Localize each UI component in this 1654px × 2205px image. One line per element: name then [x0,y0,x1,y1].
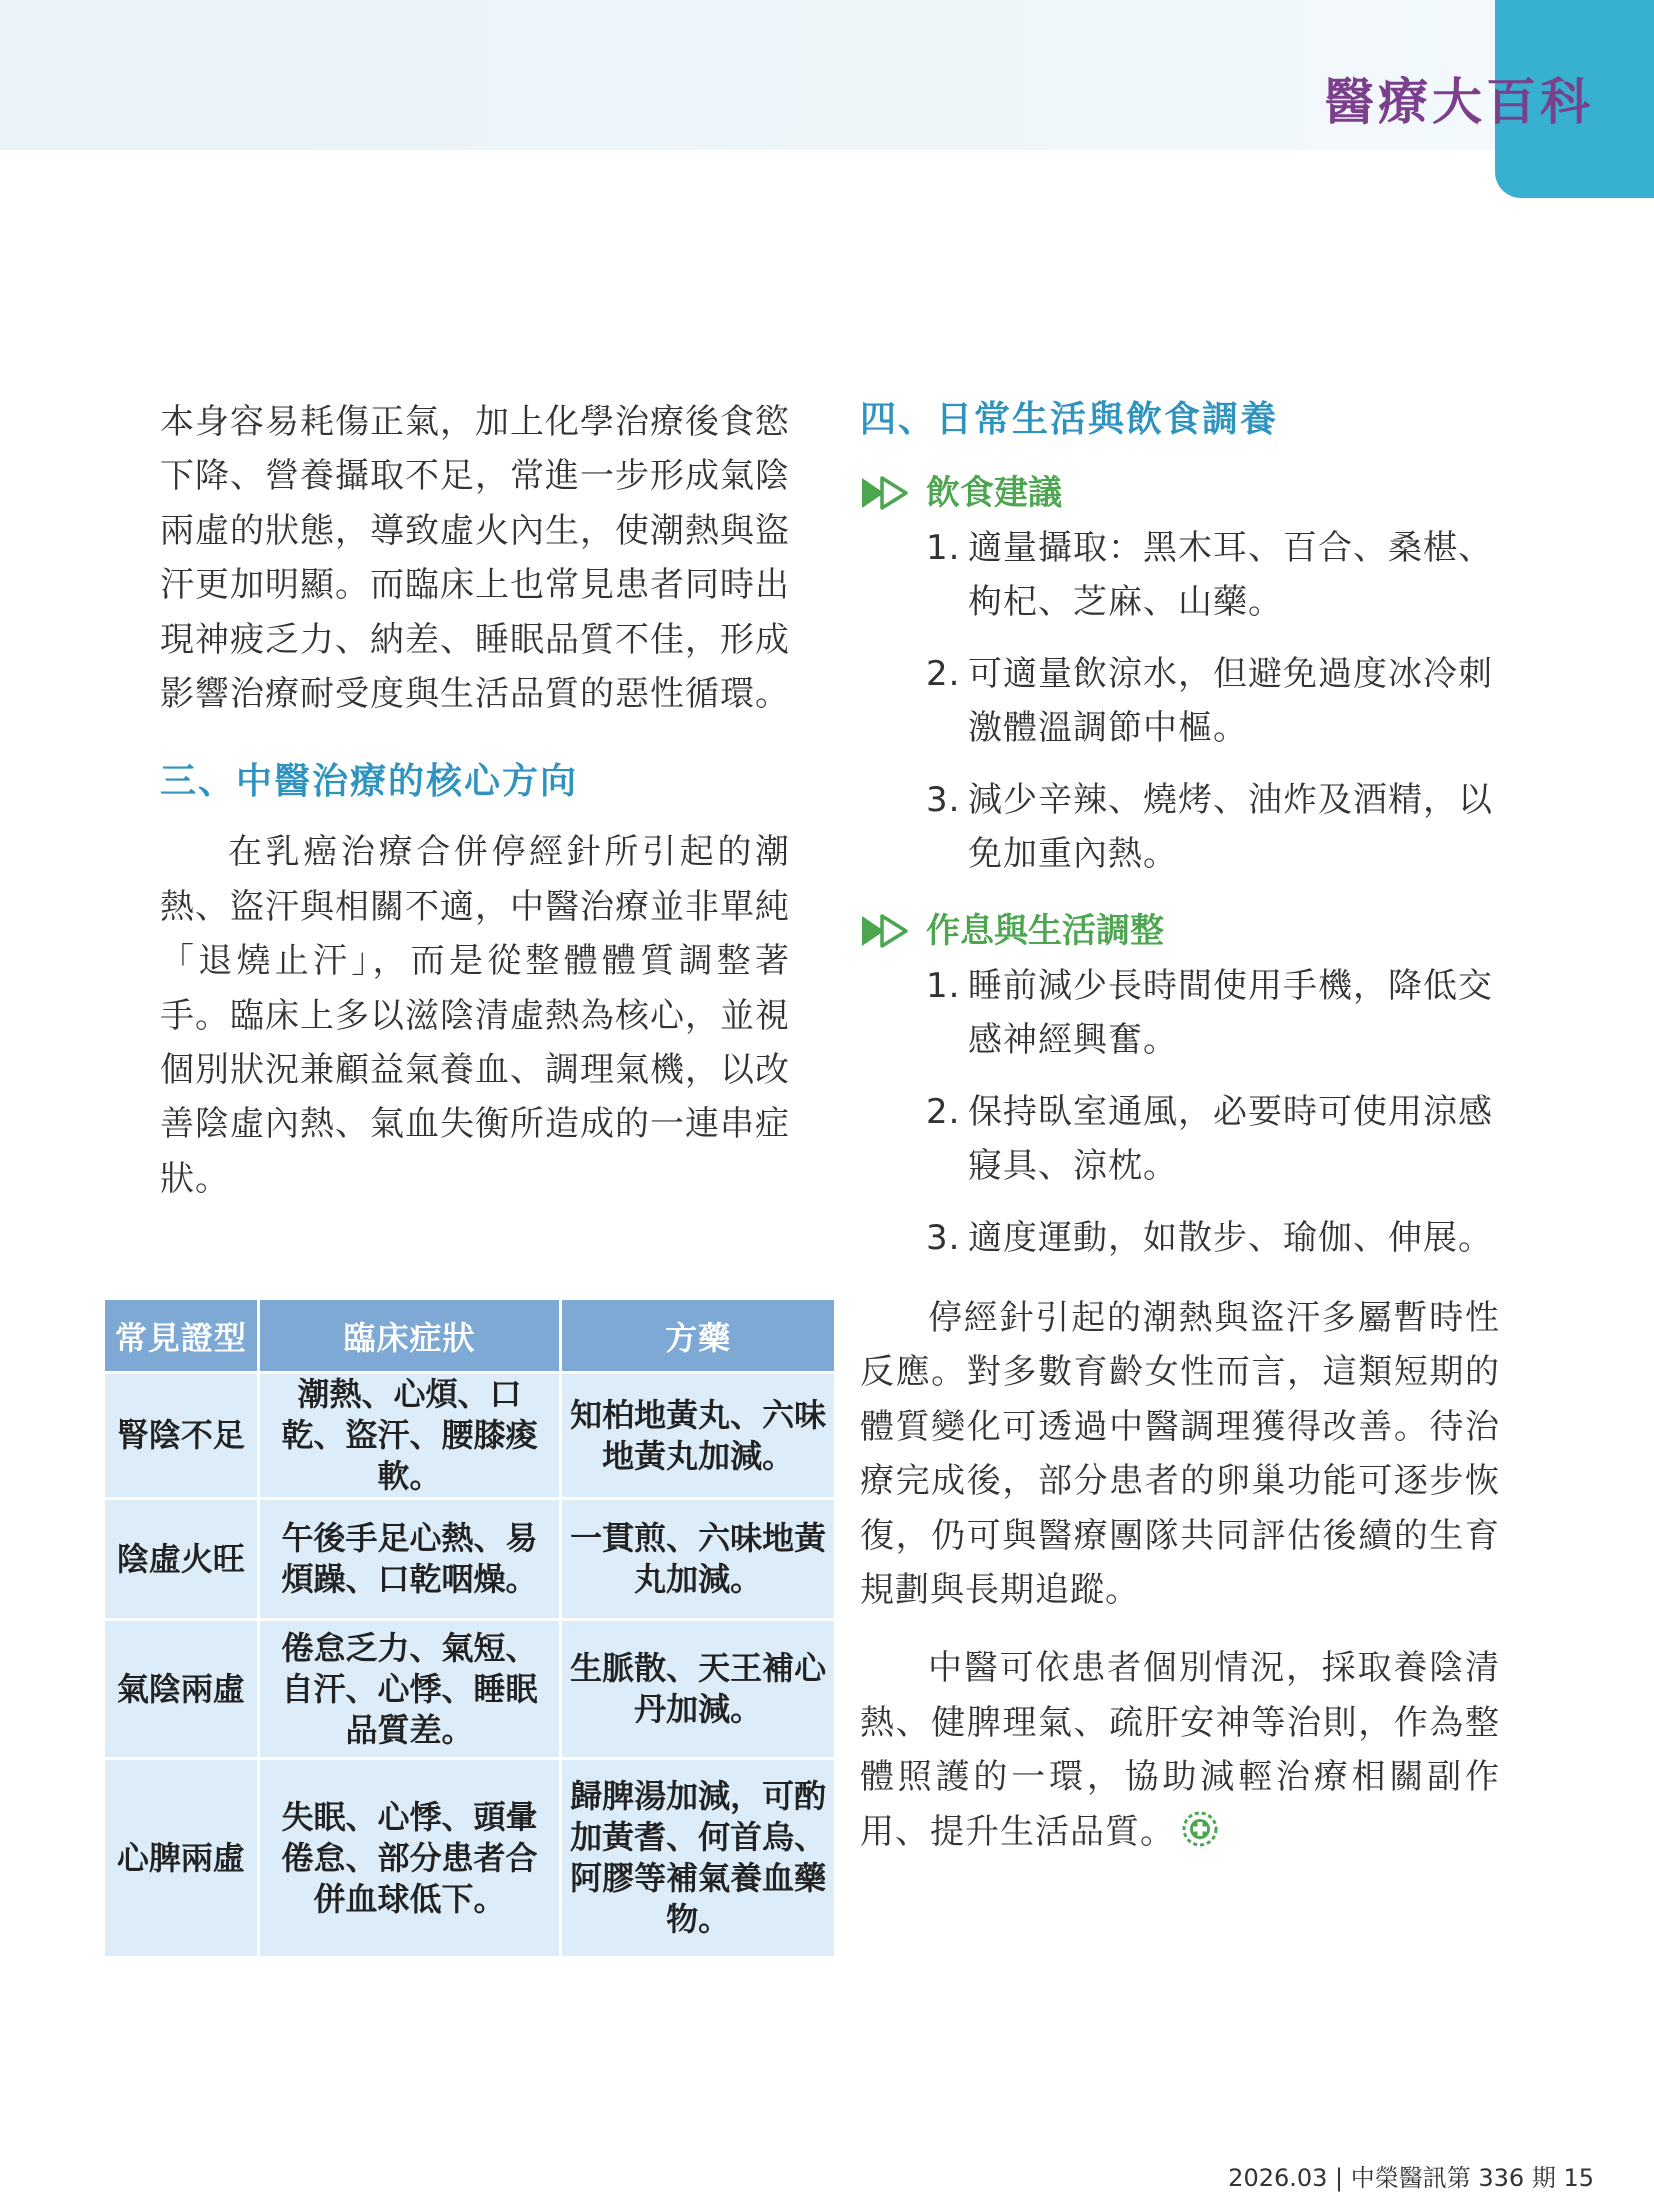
table-cell-symptoms: 潮熱、心煩、口乾、盜汗、腰膝痠軟。 [260,1374,559,1497]
table-row [105,1374,834,1497]
list-item-number: 2. [926,654,961,694]
table-cell-type: 氣陰兩虛 [105,1621,257,1757]
table-cell-symptoms: 失眠、心悸、頭暈倦怠、部分患者合併血球低下。 [260,1760,559,1956]
list-item [860,773,1500,881]
table-header-cell: 方藥 [562,1300,834,1371]
table-cell-symptoms: 午後手足心熱、易煩躁、口乾咽燥。 [260,1500,559,1618]
section4-heading: 四、日常生活與飲食調養 [860,399,1279,440]
section3-paragraph: 在乳癌治療合併停經針所引起的潮熱、盜汗與相關不適，中醫治療並非單純「退燒止汗」，而是從整體體質調整著手。臨床上多以滋陰清虛熱為核心，並視個別狀況兼顧益氣養血、調理氣機，以改善陰虛內熱、氣血失衡所造成的一連串症狀。 [160,832,790,1199]
hospital-logo-icon [1181,1810,1219,1848]
left-column [160,395,790,1206]
list-item-text: 保持臥室通風，必要時可使用涼感寢具、涼枕。 [968,1092,1493,1186]
table-header-row [105,1300,834,1371]
table-cell-medicine: 知柏地黃丸、六味地黃丸加減。 [562,1374,834,1497]
diet-subheading [860,469,1500,517]
list-item-number: 2. [926,1092,961,1132]
diet-subheading-label: 飲食建議 [926,473,1062,513]
diet-list [860,521,1500,881]
syndrome-table [105,1297,840,1959]
table-header-cell: 臨床症狀 [260,1300,559,1371]
double-arrow-right-icon [860,913,916,949]
closing-paragraph-2-text: 中醫可依患者個別情況，採取養陰清熱、健脾理氣、疏肝安神等治則，作為整體照護的一環，協助減輕治療相關副作用、提升生活品質。 [860,1648,1500,1852]
header-band [0,0,1500,150]
page-footer: 2026.03 | 中榮醫訊第 336 期 15 [1228,2164,1594,2192]
right-column [860,395,1500,1859]
closing-paragraph-1: 停經針引起的潮熱與盜汗多屬暫時性反應。對多數育齡女性而言，這類短期的體質變化可透過中醫調理獲得改善。待治療完成後，部分患者的卵巢功能可逐步恢復，仍可與醫療團隊共同評估後續的生育規劃與長期追蹤。 [860,1298,1500,1611]
lifestyle-list [860,959,1500,1265]
list-item-text: 適量攝取：黑木耳、百合、桑椹、枸杞、芝麻、山藥。 [968,528,1493,622]
table-cell-medicine: 歸脾湯加減，可酌加黃耆、何首烏、阿膠等補氣養血藥物。 [562,1760,834,1956]
table-cell-type: 心脾兩虛 [105,1760,257,1956]
table-cell-type: 腎陰不足 [105,1374,257,1497]
table-cell-type: 陰虛火旺 [105,1500,257,1618]
page-title: 醫療大百科 [1324,73,1594,131]
list-item-text: 睡前減少長時間使用手機，降低交感神經興奮。 [968,966,1493,1060]
list-item-text: 適度運動，如散步、瑜伽、伸展。 [968,1218,1493,1258]
table-cell-medicine: 生脈散、天王補心丹加減。 [562,1621,834,1757]
list-item [860,521,1500,629]
list-item-number: 3. [926,780,961,820]
closing-paragraph-2 [860,1641,1500,1859]
double-arrow-right-icon [860,475,916,511]
table-cell-medicine: 一貫煎、六味地黃丸加減。 [562,1500,834,1618]
intro-paragraph: 本身容易耗傷正氣，加上化學治療後食慾下降、營養攝取不足，常進一步形成氣陰兩虛的狀態，導致虛火內生，使潮熱與盜汗更加明顯。而臨床上也常見患者同時出現神疲乏力、納差、睡眠品質不佳，形成影響治療耐受度與生活品質的惡性循環。 [160,402,790,715]
list-item-number: 1. [926,966,961,1006]
table-row [105,1621,834,1757]
list-item [860,1211,1500,1265]
lifestyle-subheading [860,907,1500,955]
table-row [105,1500,834,1618]
list-item-number: 1. [926,528,961,568]
list-item-text: 可適量飲涼水，但避免過度冰冷刺激體溫調節中樞。 [968,654,1493,748]
list-item-number: 3. [926,1218,961,1258]
list-item-text: 減少辛辣、燒烤、油炸及酒精，以免加重內熱。 [968,780,1493,874]
table-header-cell: 常見證型 [105,1300,257,1371]
section3-heading: 三、中醫治療的核心方向 [160,761,579,803]
lifestyle-subheading-label: 作息與生活調整 [926,911,1164,951]
list-item [860,1085,1500,1193]
list-item [860,959,1500,1067]
list-item [860,647,1500,755]
table-cell-symptoms: 倦怠乏力、氣短、自汗、心悸、睡眠品質差。 [260,1621,559,1757]
table-row [105,1760,834,1956]
